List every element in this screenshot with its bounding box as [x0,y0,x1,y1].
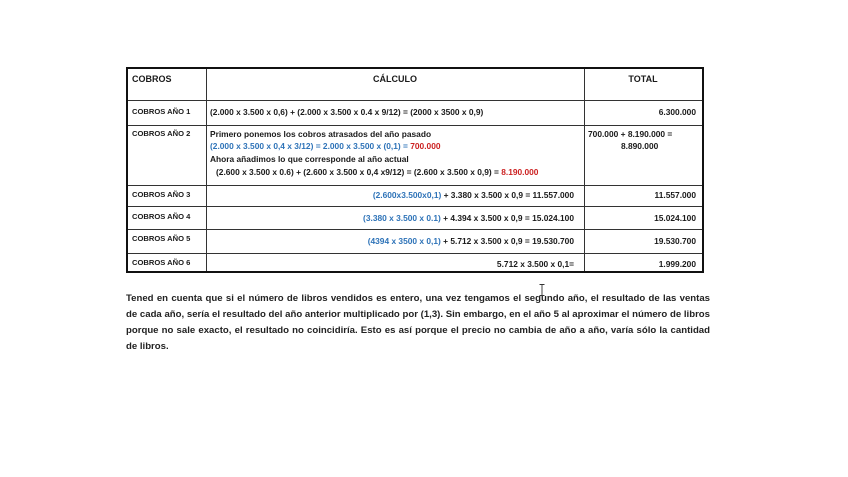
row-label: COBROS AÑO 6 [132,258,191,267]
row-calc [373,189,574,201]
table-row [128,185,702,207]
header-total: TOTAL [628,74,658,84]
header-calculo: CÁLCULO [373,74,417,84]
row-label: COBROS AÑO 4 [132,212,191,221]
row-total: 15.024.100 [654,213,696,223]
calc-blue: (2.600x3.500x0,1) [372,190,442,200]
row-label: COBROS AÑO 2 [132,129,191,138]
table-header-row [128,69,702,100]
calc-text: (2.600 x 3.500 x 0.6) + (2.600 x 3.500 x 0,4 x9/12) = (2.600 x 3.500 x 0,9) = [216,167,502,177]
table-row [128,229,702,254]
table-row [128,253,702,274]
table-row [128,206,702,230]
row-label: COBROS AÑO 3 [132,190,191,199]
row-calc-line: Primero ponemos los cobros atrasados del año pasado [210,129,432,139]
row-label: COBROS AÑO 1 [132,107,191,116]
calc-text: + 5.712 x 3.500 x 0,9 = 19.530.700 [440,236,574,246]
row-calc [363,212,574,224]
row-total-line: 8.890.000 [621,141,659,151]
table-row [128,125,702,186]
calc-text: + 4.394 x 3.500 x 0,9 = 15.024.100 [440,213,574,223]
calc-red: 700.000 [410,141,441,151]
row-calc-line: Ahora añadimos lo que corresponde al año actual [210,154,409,164]
row-calc-line [210,140,441,152]
row-label: COBROS AÑO 5 [132,234,191,243]
explanation-paragraph: Tened en cuenta que si el número de libros vendidos es entero, una vez tengamos el segundo año, el resultado de las ventas de cada año, sería el resultado del año anterior multiplicado por (1,3). Sin embargo, en el año 5 al aproximar el número de libros porque no sale exacto, el resultado no coincidiría. Esto es así porque el precio no cambia de año a año, varía sólo la cantidad de libros. [126,293,710,352]
calc-blue: (4394 x 3500 x 0,1) [367,236,441,246]
calc-text: + 3.380 x 3.500 x 0,9 = 11.557.000 [441,190,574,200]
row-total-line: 700.000 + 8.190.000 = [588,129,673,139]
row-calc [368,235,574,247]
calc-blue: (2.000 x 3.500 x 0,4 x 3/12) = 2.000 x 3.500 x (0,1) = [210,141,411,151]
row-total: 19.530.700 [654,236,696,246]
header-cobros: COBROS [132,74,172,84]
cobros-table [126,67,704,273]
row-calc-line [216,166,538,178]
row-total: 11.557.000 [654,190,696,200]
row-total: 1.999.200 [658,259,696,269]
row-total: 6.300.000 [658,107,696,117]
table-row [128,100,702,125]
calc-blue: (3.380 x 3.500 x 0.1) [363,213,441,223]
row-calc: 5.712 x 3.500 x 0,1= [496,259,574,269]
calc-red: 8.190.000 [501,167,539,177]
row-calc: (2.000 x 3.500 x 0,6) + (2.000 x 3.500 x 0.4 x 9/12) = (2000 x 3500 x 0,9) [210,107,484,117]
